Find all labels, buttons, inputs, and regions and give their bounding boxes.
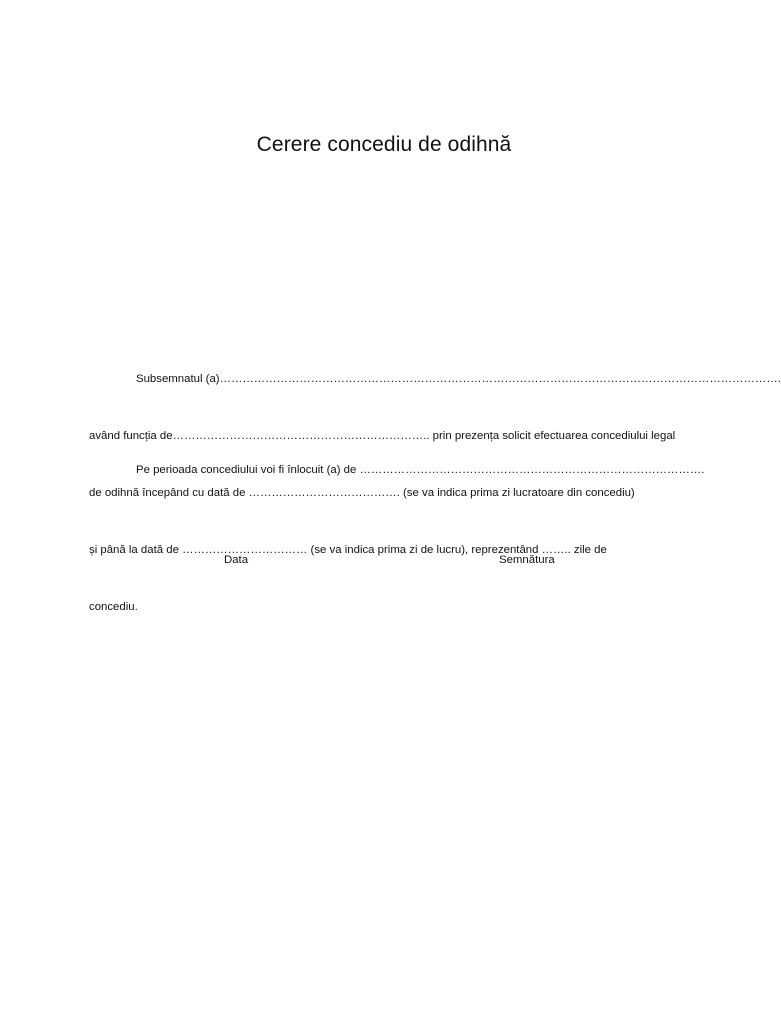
date-label: Data [224,554,249,566]
signature-label: Semnătura [499,554,555,566]
request-paragraph [89,332,781,655]
replacement-line: Pe perioada concediului voi fi înlocuit (a) de ………………………………………………………………………………. [136,464,705,476]
paragraph-line-1: Subsemnatul (a)…………………………………………………………………………………………………………………………………. [136,373,781,385]
paragraph-line-4: și până la dată de …………………………… (se va indica prima zi de lucru), reprezentând …….. zile de [89,544,607,556]
page-title: Cerere concediu de odihnă [256,133,512,156]
paragraph-line-5: concediu. [89,601,138,613]
paragraph-line-3: de odihnă începând cu dată de …………………………………. (se va indica prima zi lucratoare din concediu) [89,487,635,499]
paragraph-line-2: având funcția de………………………………………………………….. prin prezența solicit efectuarea concediului legal [89,430,676,442]
